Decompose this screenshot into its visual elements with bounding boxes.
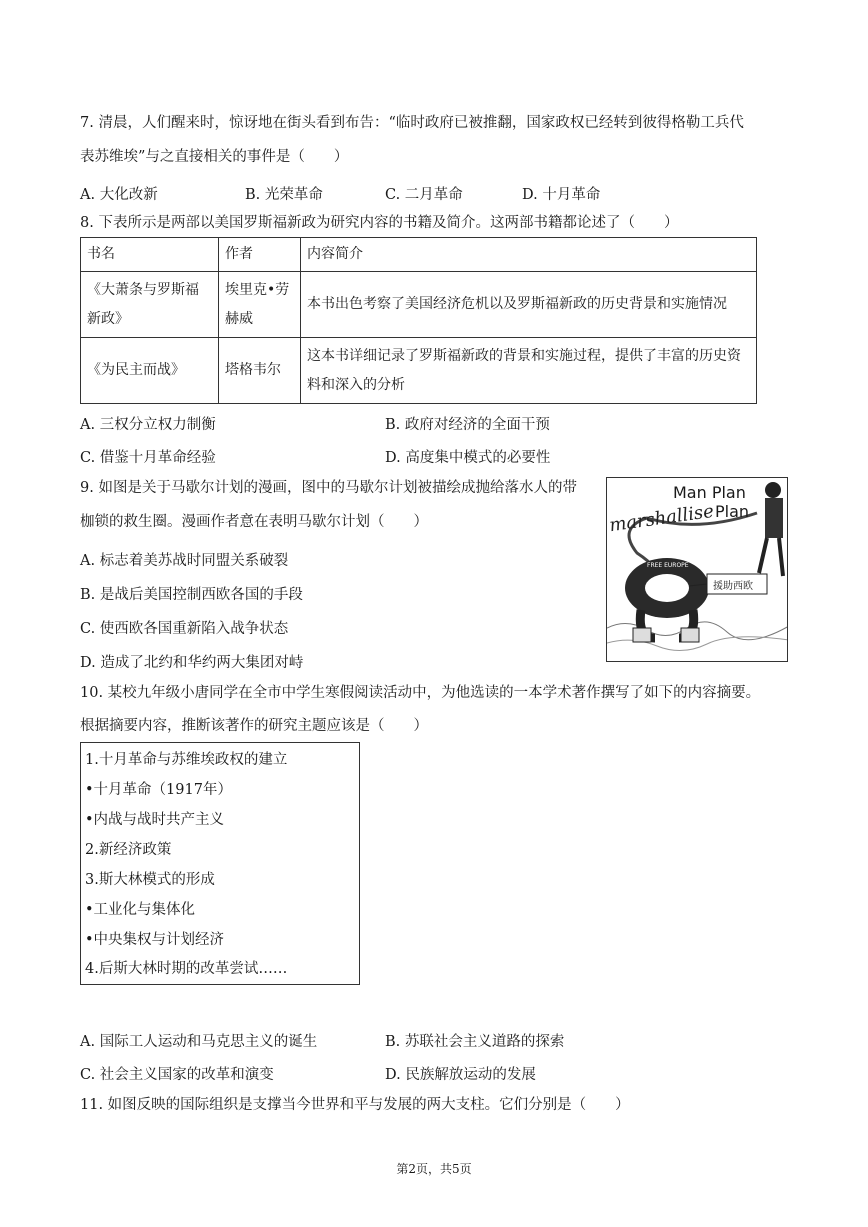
q9-option-d: D. 造成了北约和华约两大集团对峙 — [80, 655, 304, 671]
q9-stem-line1: 9. 如图是关于马歇尔计划的漫画，图中的马歇尔计划被描绘成抛给落水人的带 — [80, 480, 577, 496]
q8-option-a: A. 三权分立权力制衡 — [80, 417, 216, 433]
q10-option-d: D. 民族解放运动的发展 — [385, 1067, 536, 1083]
marshall-plan-cartoon — [606, 477, 788, 662]
cartoon-title-line2: Plan — [715, 502, 750, 521]
abstract-line: 4.后斯大林时期的改革尝试…… — [85, 961, 288, 977]
cartoon-rope-text: marshallise — [608, 500, 716, 537]
q9-stem-line2: 枷锁的救生圈。漫画作者意在表明马歇尔计划（ ） — [80, 514, 428, 530]
header-author: 作者 — [219, 238, 301, 272]
books-table — [80, 237, 757, 404]
q10-stem-line1: 10. 某校九年级小唐同学在全市中学生寒假阅读活动中，为他选读的一本学术著作撰写了如下的内容摘要。 — [80, 685, 761, 701]
q9-option-c: C. 使西欧各国重新陷入战争状态 — [80, 621, 289, 637]
book-author: 埃里克•劳赫威 — [219, 272, 301, 338]
table-header-row — [81, 238, 757, 272]
q10-option-c: C. 社会主义国家的改革和演变 — [80, 1067, 274, 1083]
q10-option-b: B. 苏联社会主义道路的探索 — [385, 1034, 565, 1050]
q10-stem-line2: 根据摘要内容，推断该著作的研究主题应该是（ ） — [80, 718, 428, 734]
q8-stem: 8. 下表所示是两部以美国罗斯福新政为研究内容的书籍及简介。这两部书籍都论述了（ ） — [80, 215, 679, 231]
q9-option-a: A. 标志着美苏战时同盟关系破裂 — [80, 553, 289, 569]
q10-option-a: A. 国际工人运动和马克思主义的诞生 — [80, 1034, 318, 1050]
q7-stem-line1: 7. 清晨，人们醒来时，惊讶地在街头看到布告：“临时政府已被推翻，国家政权已经转到彼得格勒工兵代 — [80, 115, 744, 131]
abstract-line: •内战与战时共产主义 — [85, 812, 225, 828]
q7-option-b: B. 光荣革命 — [245, 187, 323, 203]
abstract-line: •工业化与集体化 — [85, 902, 196, 918]
q8-option-d: D. 高度集中模式的必要性 — [385, 450, 551, 466]
abstract-line: •中央集权与计划经济 — [85, 932, 225, 948]
book-title: 《为民主而战》 — [81, 338, 219, 404]
q9-option-b: B. 是战后美国控制西欧各国的手段 — [80, 587, 303, 603]
abstract-line: 3.斯大林模式的形成 — [85, 872, 215, 888]
q7-option-c: C. 二月革命 — [385, 187, 463, 203]
cartoon-title-line1: Man Plan — [673, 483, 746, 502]
table-row — [81, 272, 757, 338]
q7-stem-line2: 表苏维埃”与之直接相关的事件是（ ） — [80, 149, 349, 165]
book-title: 《大萧条与罗斯福新政》 — [81, 272, 219, 338]
header-summary: 内容简介 — [301, 238, 757, 272]
q8-option-b: B. 政府对经济的全面干预 — [385, 417, 550, 433]
q11-stem: 11. 如图反映的国际组织是支撑当今世界和平与发展的两大支柱。它们分别是（ ） — [80, 1097, 630, 1113]
page-footer: 第2页，共5页 — [396, 1162, 472, 1176]
q8-option-c: C. 借鉴十月革命经验 — [80, 450, 216, 466]
abstract-box — [80, 742, 360, 985]
cartoon-ring-text: FREE EUROPE — [647, 562, 689, 569]
q7-option-d: D. 十月革命 — [522, 187, 601, 203]
cartoon-tag-label: 援助西欧 — [713, 581, 753, 592]
abstract-line: •十月革命（1917年） — [85, 782, 232, 798]
q7-option-a: A. 大化改新 — [80, 187, 158, 203]
abstract-line: 1.十月革命与苏维埃政权的建立 — [85, 752, 288, 768]
book-author: 塔格韦尔 — [219, 338, 301, 404]
book-summary: 这本书详细记录了罗斯福新政的背景和实施过程，提供了丰富的历史资料和深入的分析 — [301, 338, 757, 404]
book-summary: 本书出色考察了美国经济危机以及罗斯福新政的历史背景和实施情况 — [301, 272, 757, 338]
table-row — [81, 338, 757, 404]
abstract-line: 2.新经济政策 — [85, 842, 172, 858]
header-title: 书名 — [81, 238, 219, 272]
